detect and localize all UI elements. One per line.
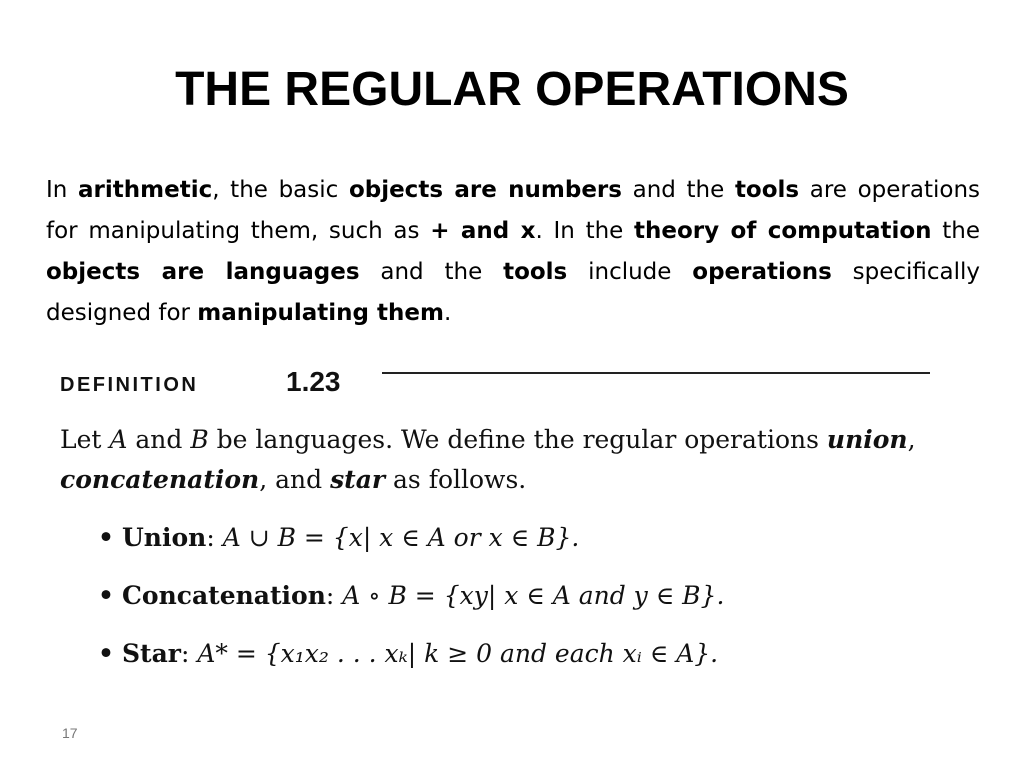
intro-bold-text: + and x bbox=[430, 218, 536, 244]
math-var-a: A bbox=[109, 425, 128, 454]
intro-bold-text: objects are numbers bbox=[348, 177, 622, 203]
intro-bold-text: manipulating them bbox=[197, 300, 444, 326]
definition-text: and bbox=[127, 425, 191, 454]
bullet-icon: • bbox=[98, 581, 114, 610]
definition-body bbox=[60, 420, 990, 500]
operation-colon: : bbox=[206, 523, 223, 552]
definition-text: be languages. We define the regular operations bbox=[208, 425, 827, 454]
math-var-b: B bbox=[190, 425, 209, 454]
operation-formula: A ∪ B = {x| x ∈ A or x ∈ B}. bbox=[222, 523, 580, 552]
intro-text: . In the bbox=[535, 218, 635, 244]
term-union: union bbox=[826, 425, 908, 454]
definition-text: Let bbox=[60, 425, 110, 454]
operation-formula: A* = {x₁x₂ . . . xₖ| k ≥ 0 and each xᵢ ∈ A}. bbox=[197, 639, 719, 668]
intro-text: the bbox=[931, 218, 981, 244]
definition-text: , bbox=[907, 425, 916, 454]
definition-rule bbox=[382, 372, 930, 374]
definition-header bbox=[60, 364, 940, 404]
term-star: star bbox=[330, 465, 386, 494]
definition-number: 1.23 bbox=[286, 366, 341, 397]
operation-colon: : bbox=[325, 581, 343, 610]
intro-text: are operations for manipulating them, such as bbox=[46, 177, 981, 244]
bullet-icon: • bbox=[98, 639, 114, 668]
intro-text: . bbox=[443, 300, 452, 326]
intro-text: specifically designed for bbox=[46, 259, 981, 326]
page-number: 17 bbox=[62, 725, 78, 741]
list-item bbox=[98, 574, 978, 632]
intro-text: and the bbox=[359, 259, 504, 285]
intro-bold-text: tools bbox=[734, 177, 800, 203]
operation-colon: : bbox=[180, 639, 198, 668]
list-item bbox=[98, 516, 978, 574]
bullet-icon: • bbox=[98, 523, 114, 552]
intro-text: , the basic bbox=[212, 177, 349, 203]
list-item bbox=[98, 632, 978, 690]
intro-bold-text: operations bbox=[692, 259, 832, 285]
slide-title: THE REGULAR OPERATIONS bbox=[175, 63, 849, 116]
intro-text: and the bbox=[621, 177, 735, 203]
intro-bold-text: arithmetic bbox=[78, 177, 213, 203]
operation-term: Star bbox=[122, 639, 181, 668]
operation-formula: A ∘ B = {xy| x ∈ A and y ∈ B}. bbox=[342, 581, 725, 610]
operations-list bbox=[98, 516, 978, 690]
operation-term: Concatenation bbox=[122, 581, 326, 610]
operation-term: Union bbox=[122, 523, 207, 552]
definition-label: DEFINITION bbox=[60, 374, 199, 396]
intro-text: include bbox=[567, 259, 693, 285]
intro-bold-text: tools bbox=[503, 259, 568, 285]
term-concatenation: concatenation bbox=[60, 465, 260, 494]
intro-text: In bbox=[46, 177, 79, 203]
definition-text: , and bbox=[259, 465, 331, 494]
intro-paragraph bbox=[46, 170, 980, 334]
definition-text: as follows. bbox=[385, 465, 527, 494]
intro-bold-text: objects are languages bbox=[46, 259, 360, 285]
intro-bold-text: theory of computation bbox=[634, 218, 932, 244]
